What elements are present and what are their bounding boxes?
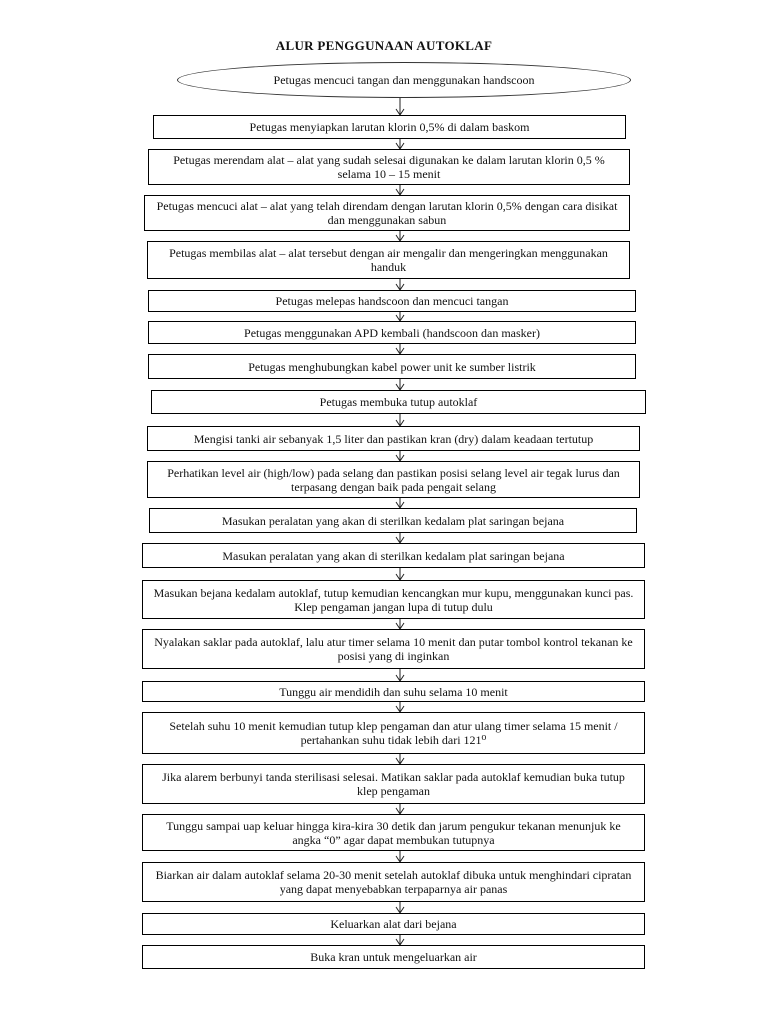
flow-step-text: Petugas menghubungkan kabel power unit ke sumber listrik xyxy=(248,359,536,374)
flow-step-box xyxy=(142,764,645,804)
flow-step-text: Biarkan air dalam autoklaf selama 20-30 menit setelah autoklaf dibuka untuk menghindari cipratan yang dapat menyebabkan terpaparnya air panas xyxy=(155,868,632,896)
flow-step-box xyxy=(148,290,636,312)
flow-step-text: Masukan bejana kedalam autoklaf, tutup kemudian kencangkan mur kupu, menggunakan kunci pas. Klep pengaman jangan lupa di tutup dulu xyxy=(153,585,634,614)
flow-step-text: Buka kran untuk mengeluarkan air xyxy=(310,950,477,964)
flow-step-text: Petugas melepas handscoon dan mencuci tangan xyxy=(275,294,509,308)
flow-step-text: Petugas menyiapkan larutan klorin 0,5% di dalam baskom xyxy=(249,120,530,134)
flow-step-text: Tunggu sampai uap keluar hingga kira-kira 30 detik dan jarum pengukur tekanan menunjuk ke angka “0” agar dapat membukan tutupnya xyxy=(166,818,621,847)
flow-step-text: Mengisi tanki air sebanyak 1,5 liter dan pastikan kran (dry) dalam keadaan tertutup xyxy=(193,431,594,446)
flow-step-box xyxy=(142,580,645,619)
flow-step-box xyxy=(142,814,645,851)
flow-step-text: Petugas membuka tutup autoklaf xyxy=(319,395,478,409)
flow-step-box xyxy=(144,195,630,231)
flow-step-box xyxy=(148,149,630,185)
flow-step-box xyxy=(142,543,645,568)
flow-step-text: Tunggu air mendidih dan suhu selama 10 menit xyxy=(279,684,508,699)
flow-step-box xyxy=(147,241,630,279)
flow-step-text: Keluarkan alat dari bejana xyxy=(330,917,457,931)
flow-step-text: Masukan peralatan yang akan di sterilkan kedalam plat saringan bejana xyxy=(221,513,565,528)
flow-step-text: Petugas merendam alat – alat yang sudah selesai digunakan ke dalam larutan klorin 0,5 % selama 10 – 15 menit xyxy=(173,153,605,181)
flow-step-text: Setelah suhu 10 menit kemudian tutup klep pengaman dan atur ulang timer selama 15 menit / pertahankan suhu tidak lebih dari 121⁰ xyxy=(169,719,618,747)
flow-step-text: Petugas mencuci tangan dan menggunakan handscoon xyxy=(273,73,535,87)
flow-step-box xyxy=(142,945,645,969)
flow-step-box xyxy=(151,390,646,414)
flow-step-text: Jika alarem berbunyi tanda sterilisasi selesai. Matikan saklar pada autoklaf kemudian buka tutup klep pengaman xyxy=(162,770,625,798)
flow-step-box xyxy=(142,913,645,935)
flow-step-box xyxy=(142,712,645,754)
flow-step-box xyxy=(153,115,626,139)
flow-step-text: Perhatikan level air (high/low) pada selang dan pastikan posisi selang level air tegak lurus dan terpasang dengan baik pada pengait selang xyxy=(167,465,620,494)
page-title: ALUR PENGGUNAAN AUTOKLAF xyxy=(275,38,493,53)
flow-step-box xyxy=(148,321,636,344)
flow-step-box xyxy=(147,461,640,498)
flow-step-box xyxy=(142,629,645,669)
flow-step-box xyxy=(147,426,640,451)
flow-step-text: Petugas mencuci alat – alat yang telah direndam dengan larutan klorin 0,5% dengan cara disikat dan menggunakan sabun xyxy=(156,199,618,227)
flow-step-box xyxy=(142,681,645,702)
flow-step-text: Petugas menggunakan APD kembali (handscoon dan masker) xyxy=(244,325,540,340)
flow-step-box xyxy=(142,862,645,902)
flow-step-text: Nyalakan saklar pada autoklaf, lalu atur timer selama 10 menit dan putar tombol kontrol tekanan ke posisi yang di inginkan xyxy=(154,635,633,663)
flow-step-box xyxy=(148,354,636,379)
flow-step-text: Petugas membilas alat – alat tersebut dengan air mengalir dan mengeringkan menggunakan handuk xyxy=(169,246,608,274)
flow-step-box xyxy=(149,508,637,533)
flow-start-ellipse xyxy=(177,62,631,98)
flow-step-text: Masukan peralatan yang akan di sterilkan kedalam plat saringan bejana xyxy=(222,548,565,563)
